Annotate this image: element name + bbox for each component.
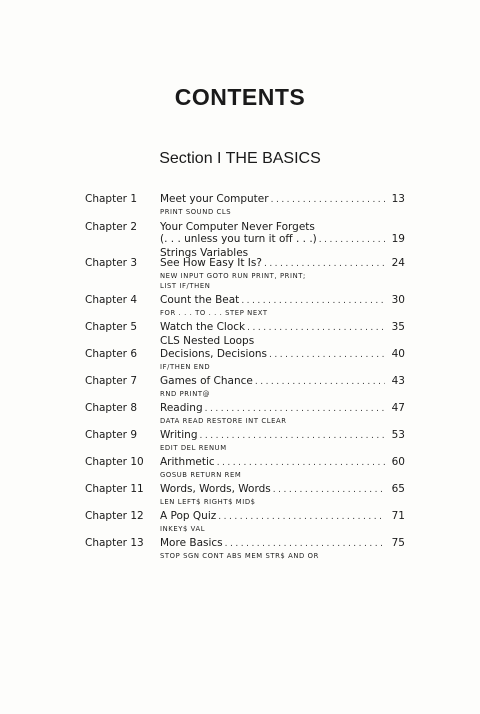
page-number: 19: [391, 233, 405, 245]
page-number: 30: [391, 294, 405, 306]
dot-leader: [217, 457, 385, 470]
page-number: 24: [391, 257, 405, 269]
section-title: Section I THE BASICS: [159, 150, 321, 167]
chapter-title: Meet your Computer: [160, 193, 269, 205]
chapter-title: Words, Words, Words: [160, 483, 271, 495]
chapter-title: (. . . unless you turn it off . . .): [160, 233, 317, 245]
chapter-label: Chapter 13: [85, 537, 144, 549]
page-number: 65: [391, 483, 405, 495]
chapter-title: Arithmetic: [160, 456, 215, 468]
chapter-keywords: LEN LEFT$ RIGHT$ MID$: [160, 498, 256, 506]
page-number: 60: [391, 456, 405, 468]
chapter-title: A Pop Quiz: [160, 510, 217, 522]
chapter-keywords: STOP SGN CONT ABS MEM STR$ AND OR: [160, 552, 319, 560]
chapter-title: Games of Chance: [160, 375, 253, 387]
chapter-title: Decisions, Decisions: [160, 348, 268, 360]
chapter-keywords: IF/THEN END: [160, 363, 211, 371]
chapter-title: More Basics: [160, 537, 223, 549]
chapter-title: Writing: [160, 429, 198, 441]
dot-leader: [247, 322, 385, 335]
chapter-keywords: DATA READ RESTORE INT CLEAR: [160, 417, 287, 425]
page-heading: CONTENTS: [174, 84, 306, 110]
chapter-keywords-line2: LIST IF/THEN: [160, 282, 211, 290]
page-number: 13: [391, 193, 405, 205]
chapter-label: Chapter 12: [85, 510, 144, 522]
chapter-keywords: INKEY$ VAL: [160, 525, 206, 533]
chapter-label: Chapter 3: [85, 257, 137, 269]
dot-leader: [200, 430, 386, 443]
dot-leader: [269, 349, 385, 362]
dot-leader: [271, 194, 385, 207]
chapter-title-line1: Your Computer Never Forgets: [160, 221, 315, 233]
dot-leader: [255, 376, 385, 389]
chapter-keywords: Strings Variables: [160, 247, 249, 259]
chapter-label: Chapter 5: [85, 321, 137, 333]
chapter-keywords: EDIT DEL RENUM: [160, 444, 227, 452]
chapter-label: Chapter 9: [85, 429, 137, 441]
chapter-title: Watch the Clock: [160, 321, 246, 333]
page-number: 71: [391, 510, 405, 522]
page-number: 53: [391, 429, 405, 441]
chapter-title: Count the Beat: [160, 294, 240, 306]
chapter-keywords: GOSUB RETURN REM: [160, 471, 242, 479]
dot-leader: [241, 295, 385, 308]
chapter-keywords: CLS Nested Loops: [160, 335, 255, 347]
chapter-keywords: RND PRINT@: [160, 390, 211, 398]
dot-leader: [273, 484, 385, 497]
chapter-label: Chapter 7: [85, 375, 137, 387]
chapter-title: See How Easy It Is?: [160, 257, 262, 269]
dot-leader: [319, 234, 385, 247]
dot-leader: [205, 403, 385, 416]
chapter-label: Chapter 8: [85, 402, 137, 414]
chapter-label: Chapter 4: [85, 294, 137, 306]
chapter-title: Reading: [160, 402, 203, 414]
page-number: 75: [391, 537, 405, 549]
page-number: 35: [391, 321, 405, 333]
dot-leader: [264, 258, 385, 271]
page-number: 47: [391, 402, 405, 414]
chapter-label: Chapter 1: [85, 193, 137, 205]
chapter-keywords: FOR . . . TO . . . STEP NEXT: [160, 309, 268, 317]
chapter-label: Chapter 11: [85, 483, 144, 495]
chapter-label: Chapter 2: [85, 221, 137, 233]
chapter-label: Chapter 10: [85, 456, 144, 468]
chapter-label: Chapter 6: [85, 348, 137, 360]
page-number: 40: [391, 348, 405, 360]
chapter-keywords: PRINT SOUND CLS: [160, 208, 232, 216]
dot-leader: [225, 538, 385, 551]
chapter-keywords: NEW INPUT GOTO RUN PRINT, PRINT;: [160, 272, 306, 280]
page-number: 43: [391, 375, 405, 387]
dot-leader: [218, 511, 385, 524]
